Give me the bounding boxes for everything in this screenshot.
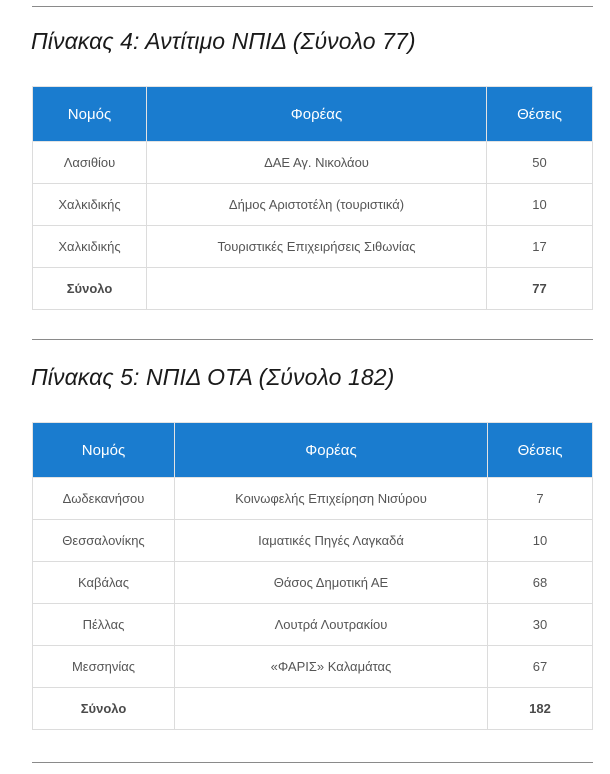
- cell-foreas: Τουριστικές Επιχειρήσεις Σιθωνίας: [147, 226, 487, 268]
- table-row: [33, 478, 593, 520]
- table4-header-theseis: Θέσεις: [487, 87, 593, 142]
- table5-header-row: [33, 423, 593, 478]
- middle-divider: [32, 339, 593, 340]
- table4: [32, 86, 593, 310]
- total-empty: [147, 268, 487, 310]
- cell-theseis: 30: [488, 604, 593, 646]
- table4-total-row: [33, 268, 593, 310]
- table-row: [33, 226, 593, 268]
- table-row: [33, 562, 593, 604]
- table-row: [33, 520, 593, 562]
- cell-nomos: Καβάλας: [33, 562, 175, 604]
- table4-header-row: [33, 87, 593, 142]
- total-value: 182: [488, 688, 593, 730]
- cell-theseis: 7: [488, 478, 593, 520]
- cell-foreas: Ιαματικές Πηγές Λαγκαδά: [175, 520, 488, 562]
- cell-foreas: Λουτρά Λουτρακίου: [175, 604, 488, 646]
- table4-title: Πίνακας 4: Αντίτιμο ΝΠΙΔ (Σύνολο 77): [31, 28, 416, 54]
- cell-theseis: 10: [488, 520, 593, 562]
- cell-theseis: 17: [487, 226, 593, 268]
- cell-theseis: 10: [487, 184, 593, 226]
- cell-nomos: Λασιθίου: [33, 142, 147, 184]
- cell-foreas: ΔΑΕ Αγ. Νικολάου: [147, 142, 487, 184]
- bottom-divider: [32, 762, 593, 763]
- table4-header-foreas: Φορέας: [147, 87, 487, 142]
- cell-nomos: Χαλκιδικής: [33, 226, 147, 268]
- cell-nomos: Μεσσηνίας: [33, 646, 175, 688]
- cell-nomos: Δωδεκανήσου: [33, 478, 175, 520]
- table5: [32, 422, 593, 730]
- table-row: [33, 142, 593, 184]
- total-label: Σύνολο: [33, 688, 175, 730]
- cell-foreas: Δήμος Αριστοτέλη (τουριστικά): [147, 184, 487, 226]
- cell-foreas: Θάσος Δημοτική ΑΕ: [175, 562, 488, 604]
- total-value: 77: [487, 268, 593, 310]
- cell-nomos: Θεσσαλονίκης: [33, 520, 175, 562]
- top-divider: [32, 6, 593, 7]
- cell-theseis: 67: [488, 646, 593, 688]
- total-empty: [175, 688, 488, 730]
- table4-header-nomos: Νομός: [33, 87, 147, 142]
- table5-header-theseis: Θέσεις: [488, 423, 593, 478]
- total-label: Σύνολο: [33, 268, 147, 310]
- table5-header-foreas: Φορέας: [175, 423, 488, 478]
- cell-foreas: Κοινωφελής Επιχείρηση Νισύρου: [175, 478, 488, 520]
- table5-title: Πίνακας 5: ΝΠΙΔ ΟΤΑ (Σύνολο 182): [31, 364, 395, 390]
- table-row: [33, 646, 593, 688]
- cell-nomos: Χαλκιδικής: [33, 184, 147, 226]
- cell-theseis: 50: [487, 142, 593, 184]
- table5-header-nomos: Νομός: [33, 423, 175, 478]
- cell-nomos: Πέλλας: [33, 604, 175, 646]
- cell-foreas: «ΦΑΡΙΣ» Καλαμάτας: [175, 646, 488, 688]
- table-row: [33, 604, 593, 646]
- table5-total-row: [33, 688, 593, 730]
- cell-theseis: 68: [488, 562, 593, 604]
- table-row: [33, 184, 593, 226]
